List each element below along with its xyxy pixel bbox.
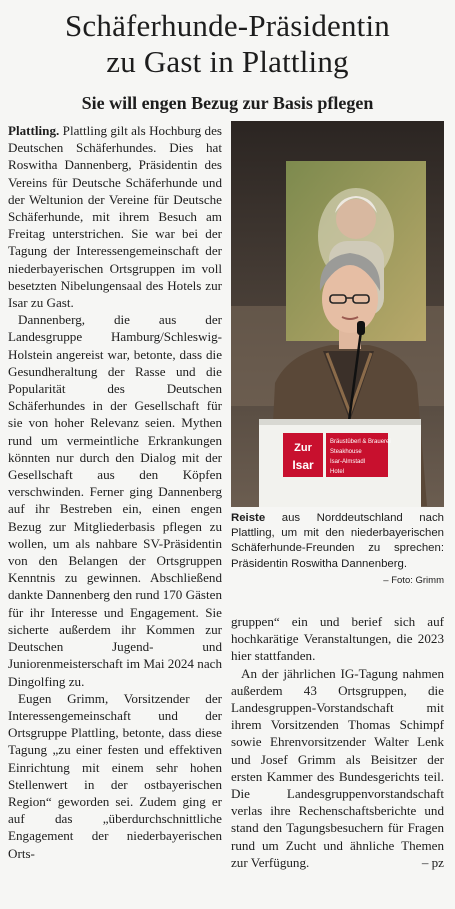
paragraph-2: Dannenberg, die aus der Landesgruppe Hamburg/Schleswig-Holstein angereist war, betonte, dass die Gesundheraltung der Rasse und die Popularität des Deutschen Schäferhundes in der Gesellschaft für sie von hoher Relevanz seien. Mythen rund um vermeintliche Erkrankungen könnten nur durch den Dialog mit der Gesellschaft aus den Köpfen verschwinden. Ferner ging Dannenberg auf ihr Bestreben ein, einen engen Bezug zur Mitgliederbasis pflegen zu wollen, um als nahbare SV-Präsidentin von den Belangen der Ortsgruppen Kenntnis zu gewinnen. Abschließend dankte Dannenberg den rund 170 Gästen für ihr Interesse und Engagement. Sie sicherte außerdem ihr Kommen zur Deutschen Jugend- und Juniorenmeisterschaft im Mai 2024 nach Dingolfing zu. bbox=[8, 312, 222, 689]
headline-line-2: zu Gast in Plattling bbox=[106, 44, 349, 79]
dateline: Plattling. bbox=[8, 123, 60, 138]
photo-caption bbox=[231, 511, 444, 588]
lectern-info-1: Bräustüberl & Brauerei bbox=[330, 439, 391, 445]
subheadline: Sie will engen Bezug zur Basis pflegen bbox=[81, 93, 374, 113]
photo-illustration bbox=[231, 121, 444, 507]
lectern-info-4: Hotel bbox=[330, 469, 345, 475]
paragraph-3: Eugen Grimm, Vorsitzender der Interessengemeinschaft und der Ortsgruppe Plattling, betonte, dass diese Tagung „zu einer festen und effektiven Einrichtung mit einem sehr hohen Stellenwert in der ostbayerischen Region“ geworden sei. Zudem ging er auf das „überdurchschnittliche Engagement der niederbayerischen Orts- bbox=[8, 690, 222, 861]
lectern-info-3: Isar-Almstadl bbox=[330, 459, 366, 465]
paragraph-1 bbox=[8, 122, 222, 311]
caption-lead: Reiste bbox=[231, 512, 266, 524]
paragraph-4-text: An der jährlichen IG-Tagung nahmen außerdem 43 Ortsgruppen, die Landesgruppen-Vorstandschaft mit ihrem Vorsitzenden Thomas Schimpf sowie Ehrenvorsitzender Walter Lenk und Josef Grimm als Beisitzer der ersten Kammer des Bundesgerichts teil. Die Landesgruppenvorstandschaft verlas ihre Rechenschaftsberichte und stand den Tagungsbesuchern für Fragen rund um Zucht und ähnliche Themen zur Verfügung. bbox=[231, 665, 444, 870]
paragraph-1-text: Plattling gilt als Hochburg des Deutschen Schäferhundes. Dies hat Roswitha Dannenberg, Präsidentin des Vereins für Deutsche Schäferhunde und der Weltunion der Vereine für Deutsche Schäferhunde, mit ihrem Besuch am Freitag unterstrichen. Sie war bei der Tagung der Interessengemeinschaft der niederbayerischen Ortsgruppen im voll besetzten Nibelungensaal des Hotels zur Isar zu Gast. bbox=[8, 123, 222, 311]
lectern-sign-line-2: Isar bbox=[292, 458, 314, 472]
paragraph-4 bbox=[231, 665, 444, 871]
lectern-info-2: Steakhouse bbox=[330, 449, 362, 455]
headline-line-1: Schäferhunde-Präsidentin bbox=[64, 8, 391, 43]
headline bbox=[0, 8, 455, 80]
article-column-right bbox=[231, 613, 444, 871]
article-column-left bbox=[8, 122, 222, 862]
photo-credit: – Foto: Grimm bbox=[383, 574, 444, 586]
lectern-sign-line-1: Zur bbox=[294, 442, 312, 454]
author-signoff: – pz bbox=[421, 854, 444, 870]
article-photo bbox=[231, 121, 444, 507]
caption-text: aus Norddeutschland nach Plattling, um mit den niederbayerischen Schäferhunde-Freunden zu sprechen: Präsidentin Roswitha Dannenberg. bbox=[231, 512, 444, 570]
paragraph-3-continued: gruppen“ ein und berief sich auf hochkarätige Veranstaltungen, die 2023 hier stattfanden. bbox=[231, 614, 444, 664]
